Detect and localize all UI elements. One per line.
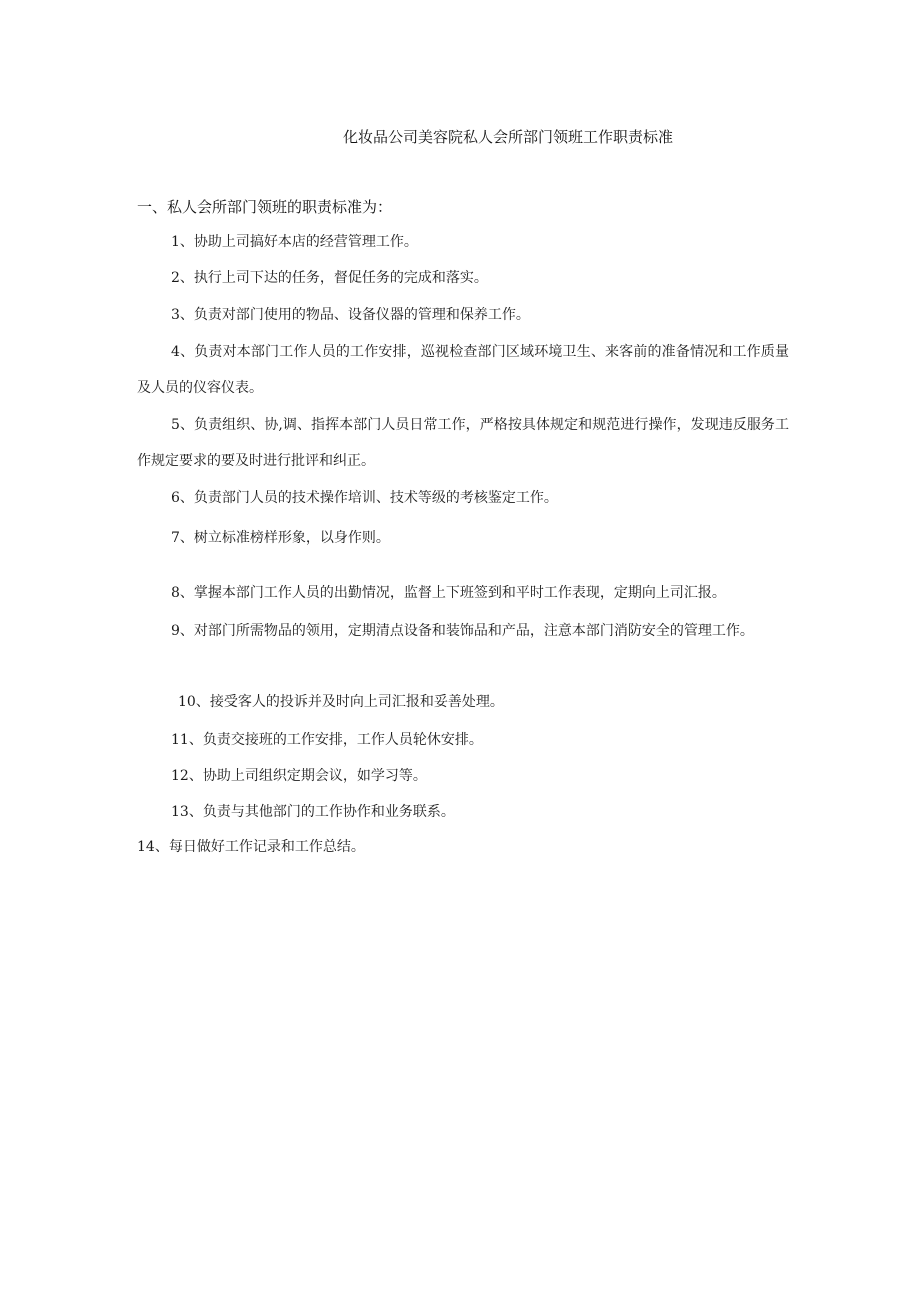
duty-item: 4、负责对本部门工作人员的工作安排，巡视检查部门区域环境卫生、来客前的准备情况和工作质量及人员的仪容仪表。 xyxy=(137,344,789,396)
duty-item: 11、负责交接班的工作安排，工作人员轮休安排。 xyxy=(171,732,483,748)
duty-item: 2、执行上司下达的任务，督促任务的完成和落实。 xyxy=(171,270,488,286)
duty-item: 7、树立标准榜样形象，以身作则。 xyxy=(171,530,390,546)
duty-item: 13、负责与其他部门的工作协作和业务联系。 xyxy=(171,804,455,820)
duty-item: 14、每日做好工作记录和工作总结。 xyxy=(137,839,365,855)
duty-item: 6、负责部门人员的技术操作培训、技术等级的考核鉴定工作。 xyxy=(171,490,558,506)
document-title: 化妆品公司美容院私人会所部门领班工作职责标准 xyxy=(342,128,673,146)
duty-item: 3、负责对部门使用的物品、设备仪器的管理和保养工作。 xyxy=(171,307,530,323)
duty-item: 1、协助上司搞好本店的经营管理工作。 xyxy=(171,234,418,250)
duty-item: 5、负责组织、协,调、指挥本部门人员日常工作，严格按具体规定和规范进行操作，发现违反服务工作规定要求的要及时进行批评和纠正。 xyxy=(137,417,789,469)
duty-item: 8、掌握本部门工作人员的出勤情况，监督上下班签到和平时工作表现，定期向上司汇报。 xyxy=(171,585,726,601)
duty-item: 10、接受客人的投诉并及时向上司汇报和妥善处理。 xyxy=(178,694,504,710)
section-heading: 一、私人会所部门领班的职责标准为： xyxy=(137,198,393,216)
duty-item: 12、协助上司组织定期会议，如学习等。 xyxy=(171,768,427,784)
duty-item: 9、对部门所需物品的领用，定期清点设备和装饰品和产品，注意本部门消防安全的管理工作。 xyxy=(171,623,754,639)
